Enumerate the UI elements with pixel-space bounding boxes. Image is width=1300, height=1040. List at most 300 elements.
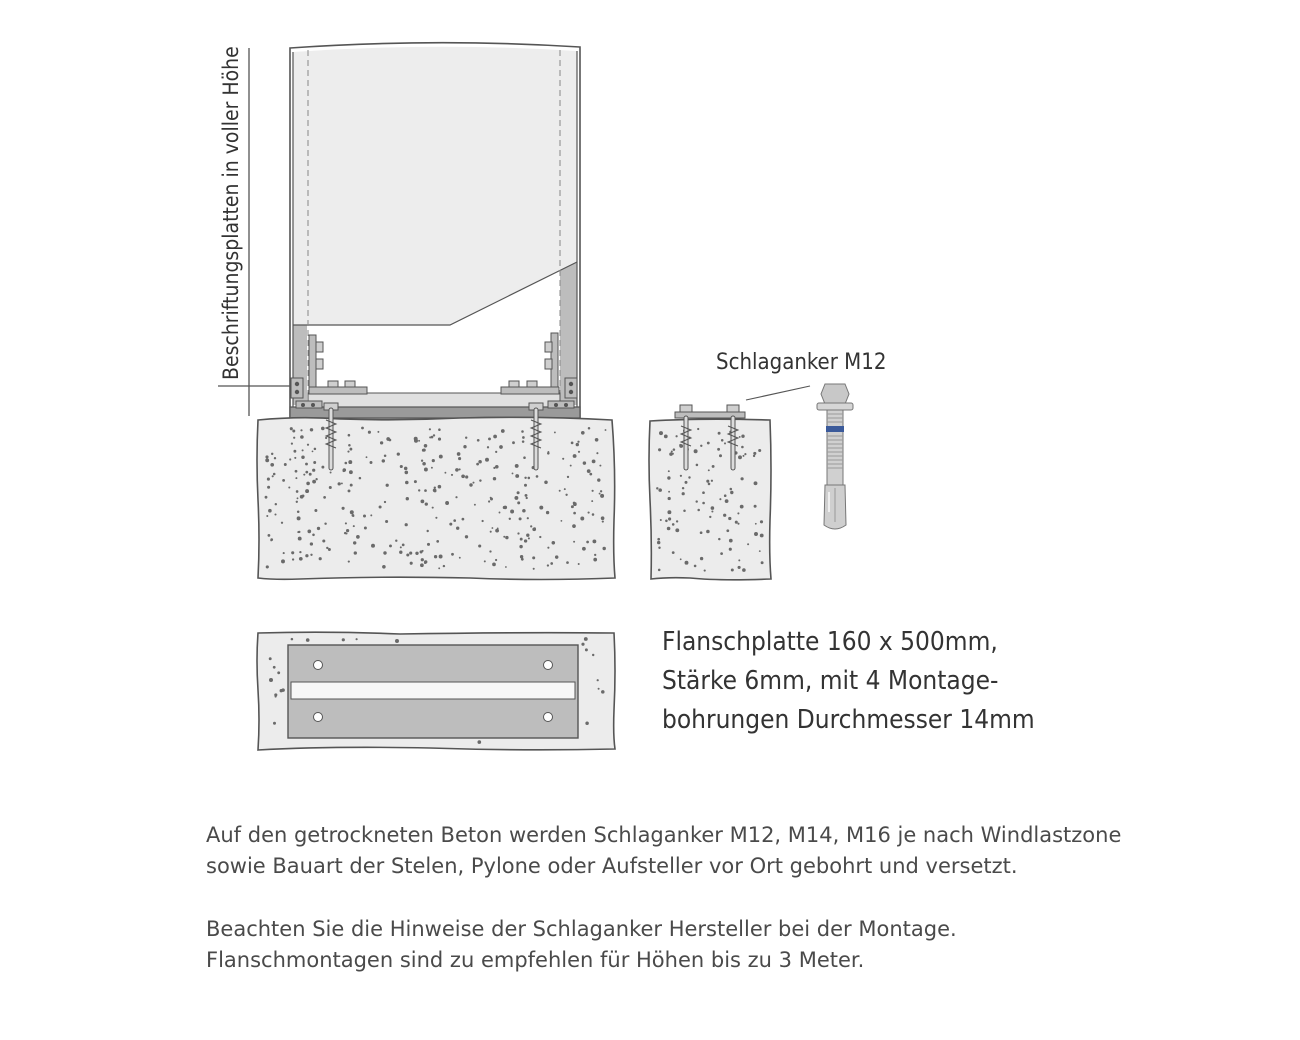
concrete-speckle — [739, 436, 741, 438]
concrete-speckle — [492, 563, 496, 567]
concrete-speckle — [434, 486, 436, 488]
concrete-speckle — [312, 451, 314, 453]
concrete-speckle — [527, 517, 529, 519]
concrete-speckle — [503, 536, 505, 538]
concrete-speckle — [281, 688, 285, 692]
concrete-speckle — [592, 490, 594, 492]
concrete-speckle — [289, 458, 291, 460]
concrete-speckle — [342, 638, 345, 641]
concrete-speckle — [671, 450, 673, 452]
concrete-speckle — [356, 535, 360, 539]
anchor-label: Schlaganker M12 — [716, 350, 887, 375]
concrete-speckle — [270, 463, 274, 467]
concrete-speckle — [711, 506, 715, 510]
concrete-speckle — [478, 544, 481, 547]
concrete-speckle — [265, 496, 268, 499]
concrete-speckle — [382, 459, 385, 462]
concrete-speckle — [547, 452, 550, 455]
concrete-speckle — [658, 488, 662, 492]
concrete-speckle — [673, 448, 676, 451]
concrete-speckle — [268, 534, 271, 537]
concrete-speckle — [436, 540, 439, 543]
concrete-speckle — [293, 450, 296, 453]
concrete-speckle — [274, 513, 276, 515]
concrete-speckle — [479, 479, 481, 481]
concrete-speckle — [292, 430, 295, 433]
concrete-speckle — [520, 538, 523, 541]
concrete-speckle — [420, 563, 424, 567]
concrete-speckle — [656, 487, 658, 489]
concrete-speckle — [402, 544, 405, 547]
concrete-speckle — [550, 562, 553, 565]
concrete-speckle — [297, 510, 300, 513]
concrete-speckle — [322, 539, 325, 542]
concrete-speckle — [517, 501, 520, 504]
concrete-speckle — [700, 445, 702, 447]
concrete-speckle — [449, 523, 452, 526]
concrete-speckle — [755, 523, 757, 525]
concrete-speckle — [565, 494, 567, 496]
concrete-speckle — [465, 437, 467, 439]
concrete-speckle — [723, 514, 726, 517]
concrete-speckle — [383, 551, 386, 554]
sign-panel — [290, 43, 580, 418]
concrete-speckle — [657, 538, 660, 541]
concrete-speckle — [438, 485, 442, 489]
concrete-speckle — [295, 470, 298, 473]
concrete-speckle — [509, 518, 511, 520]
concrete-speckle — [424, 468, 428, 472]
concrete-speckle — [314, 448, 317, 451]
concrete-speckle — [324, 522, 326, 524]
concrete-speckle — [405, 481, 409, 485]
concrete-speckle — [495, 465, 499, 469]
concrete-speckle — [265, 458, 269, 462]
concrete-speckle — [598, 688, 600, 690]
concrete-speckle — [544, 481, 548, 485]
concrete-speckle — [602, 547, 605, 550]
concrete-speckle — [738, 566, 741, 569]
concrete-speckle — [400, 546, 402, 548]
concrete-speckle — [488, 500, 490, 502]
concrete-speckle — [469, 483, 472, 486]
concrete-speckle — [477, 740, 481, 744]
concrete-speckle — [592, 460, 596, 464]
concrete-speckle — [601, 516, 605, 520]
concrete-speckle — [741, 435, 744, 438]
concrete-speckle — [329, 486, 332, 489]
concrete-speckle — [296, 501, 298, 503]
concrete-speckle — [700, 531, 703, 534]
concrete-speckle — [465, 475, 468, 478]
concrete-speckle — [292, 558, 294, 560]
concrete-speckle — [321, 466, 324, 469]
concrete-speckle — [305, 463, 308, 466]
mounting-hole — [544, 661, 553, 670]
concrete-speckle — [491, 527, 493, 529]
concrete-speckle — [667, 476, 670, 479]
concrete-speckle — [685, 561, 689, 565]
concrete-speckle — [668, 497, 671, 500]
concrete-speckle — [434, 489, 437, 492]
concrete-speckle — [347, 451, 349, 453]
concrete-speckle — [696, 500, 698, 502]
concrete-speckle — [573, 541, 575, 543]
concrete-speckle — [676, 520, 678, 522]
note-line: sowie Bauart der Stelen, Pylone oder Aufsteller vor Ort gebohrt und versetzt. — [206, 854, 1018, 878]
concrete-speckle — [583, 461, 586, 464]
concrete-speckle — [379, 505, 382, 508]
concrete-speckle — [477, 439, 480, 442]
concrete-speckle — [554, 431, 556, 433]
concrete-speckle — [300, 435, 304, 439]
concrete-speckle — [300, 429, 302, 431]
concrete-speckle — [370, 461, 373, 464]
concrete-speckle — [683, 510, 686, 513]
concrete-speckle — [282, 479, 285, 482]
concrete-speckle — [455, 468, 459, 472]
vertical-height-label: Beschriftungsplatten in voller Höhe — [219, 46, 243, 380]
concrete-speckle — [730, 491, 733, 494]
concrete-speckle — [532, 527, 536, 531]
concrete-speckle — [571, 442, 574, 445]
concrete-speckle — [528, 477, 531, 480]
concrete-speckle — [532, 556, 535, 559]
concrete-speckle — [465, 535, 468, 538]
concrete-speckle — [451, 553, 454, 556]
concrete-speckle — [657, 541, 660, 544]
concrete-speckle — [594, 554, 596, 556]
concrete-speckle — [299, 557, 303, 561]
concrete-speckle — [312, 469, 315, 472]
concrete-speckle — [720, 552, 723, 555]
concrete-speckle — [345, 522, 347, 524]
concrete-speckle — [672, 551, 675, 554]
concrete-speckle — [461, 474, 465, 478]
concrete-speckle — [581, 643, 584, 646]
concrete-speckle — [439, 455, 443, 459]
concrete-speckle — [760, 534, 764, 538]
concrete-speckle — [487, 446, 489, 448]
concrete-speckle — [753, 455, 755, 457]
concrete-speckle — [406, 553, 409, 556]
concrete-speckle — [301, 455, 304, 458]
flange-plate-top-view — [288, 645, 578, 738]
concrete-speckle — [354, 551, 357, 554]
concrete-speckle — [490, 498, 493, 501]
concrete-speckle — [517, 532, 519, 534]
concrete-speckle — [305, 471, 308, 474]
concrete-speckle — [400, 465, 403, 468]
concrete-speckle — [314, 509, 317, 512]
concrete-speckle — [439, 555, 443, 559]
concrete-speckle — [315, 478, 317, 480]
concrete-speckle — [675, 528, 679, 532]
spec-line-2: Stärke 6mm, mit 4 Montage- — [662, 666, 999, 696]
concrete-speckle — [505, 536, 508, 539]
concrete-speckle — [406, 497, 409, 500]
concrete-speckle — [273, 666, 276, 669]
concrete-speckle — [424, 444, 428, 448]
concrete-speckle — [478, 460, 482, 464]
concrete-speckle — [330, 472, 332, 474]
concrete-speckle — [726, 529, 729, 532]
concrete-speckle — [418, 489, 420, 491]
concrete-speckle — [667, 510, 671, 514]
concrete-speckle — [696, 464, 699, 467]
concrete-speckle — [456, 527, 459, 530]
concrete-speckle — [410, 562, 413, 565]
concrete-speckle — [459, 468, 461, 470]
concrete-speckle — [559, 490, 561, 492]
concrete-speckle — [589, 473, 592, 476]
concrete-speckle — [555, 555, 558, 558]
concrete-speckle — [397, 452, 400, 455]
concrete-speckle — [438, 567, 440, 569]
concrete-speckle — [438, 438, 441, 441]
concrete-speckle — [305, 554, 308, 557]
concrete-speckle — [433, 434, 435, 436]
concrete-speckle — [295, 477, 297, 479]
concrete-speckle — [682, 492, 685, 495]
concrete-speckle — [524, 477, 526, 479]
installation-notes — [206, 820, 1266, 976]
concrete-speckle — [680, 558, 682, 560]
concrete-speckle — [432, 507, 434, 509]
concrete-speckle — [389, 544, 392, 547]
concrete-speckle — [409, 552, 412, 555]
concrete-speckle — [484, 560, 486, 562]
concrete-speckle — [272, 475, 274, 477]
concrete-speckle — [291, 638, 294, 641]
concrete-speckle — [313, 461, 316, 464]
mounting-hole — [314, 713, 323, 722]
concrete-speckle — [266, 565, 269, 568]
concrete-speckle — [458, 457, 461, 460]
concrete-speckle — [303, 474, 305, 476]
concrete-speckle — [307, 530, 311, 534]
concrete-speckle — [706, 480, 709, 483]
concrete-speckle — [386, 484, 389, 487]
concrete-speckle — [342, 469, 345, 472]
concrete-speckle — [366, 456, 368, 458]
concrete-speckle — [291, 443, 293, 445]
concrete-speckle — [562, 458, 564, 460]
concrete-speckle — [349, 448, 352, 451]
concrete-speckle — [389, 439, 392, 442]
concrete-speckle — [297, 497, 299, 499]
concrete-speckle — [489, 550, 491, 552]
concrete-speckle — [341, 482, 343, 484]
concrete-speckle — [697, 428, 699, 430]
concrete-speckle — [675, 435, 677, 437]
concrete-speckle — [323, 496, 326, 499]
concrete-speckle — [758, 449, 761, 452]
concrete-speckle — [515, 464, 519, 468]
concrete-speckle — [566, 561, 569, 564]
concrete-speckle — [312, 534, 315, 537]
concrete-speckle — [438, 428, 441, 431]
concrete-speckle — [349, 470, 353, 474]
concrete-speckle — [445, 501, 449, 505]
concrete-speckle — [361, 427, 364, 430]
concrete-speckle — [668, 491, 670, 493]
concrete-speckle — [588, 427, 591, 430]
concrete-speckle — [519, 545, 522, 548]
concrete-speckle — [353, 525, 355, 527]
note-line: Auf den getrockneten Beton werden Schlaganker M12, M14, M16 je nach Windlastzone — [206, 823, 1122, 847]
concrete-speckle — [302, 449, 304, 451]
concrete-speckle — [424, 489, 427, 492]
concrete-speckle — [665, 520, 668, 523]
concrete-speckle — [429, 428, 431, 430]
concrete-speckle — [741, 477, 744, 480]
concrete-speckle — [592, 539, 596, 543]
concrete-speckle — [528, 537, 530, 539]
concrete-speckle — [573, 512, 576, 515]
concrete-speckle — [737, 512, 739, 514]
concrete-speckle — [348, 434, 351, 437]
concrete-speckle — [600, 490, 602, 492]
concrete-speckle — [310, 554, 312, 556]
concrete-speckle — [588, 512, 590, 514]
concrete-speckle — [742, 568, 746, 572]
concrete-speckle — [348, 561, 350, 563]
concrete-speckle — [586, 541, 589, 544]
concrete-speckle — [283, 552, 285, 554]
concrete-speckle — [729, 548, 732, 551]
concrete-speckle — [281, 559, 285, 563]
concrete-speckle — [572, 524, 576, 528]
concrete-speckle — [296, 490, 299, 493]
concrete-speckle — [682, 487, 684, 489]
concrete-speckle — [697, 509, 700, 512]
concrete-speckle — [353, 541, 356, 544]
concrete-speckle — [524, 539, 527, 542]
concrete-speckle — [266, 515, 268, 517]
concrete-speckle — [275, 503, 277, 505]
concrete-foundation-small — [649, 419, 771, 580]
concrete-speckle — [306, 482, 310, 486]
concrete-speckle — [432, 459, 435, 462]
concrete-speckle — [288, 486, 290, 488]
concrete-speckle — [319, 557, 322, 560]
concrete-speckle — [706, 530, 710, 534]
concrete-speckle — [708, 469, 710, 471]
concrete-speckle — [455, 496, 457, 498]
concrete-speckle — [592, 513, 595, 516]
concrete-speckle — [738, 455, 742, 459]
concrete-speckle — [385, 520, 388, 523]
concrete-speckle — [573, 502, 577, 506]
concrete-speckle — [338, 482, 341, 485]
concrete-speckle — [737, 523, 739, 525]
concrete-speckle — [267, 478, 270, 481]
concrete-speckle — [435, 517, 437, 519]
concrete-speckle — [490, 531, 492, 533]
concrete-speckle — [728, 517, 731, 520]
concrete-speckle — [298, 531, 300, 533]
concrete-speckle — [679, 444, 683, 448]
concrete-speckle — [346, 529, 349, 532]
concrete-speckle — [707, 442, 710, 445]
concrete-speckle — [348, 460, 352, 464]
note-line: Beachten Sie die Hinweise der Schlaganker Hersteller bei der Montage. — [206, 917, 957, 941]
concrete-speckle — [371, 544, 375, 548]
concrete-speckle — [517, 491, 520, 494]
concrete-speckle — [581, 431, 585, 435]
concrete-speckle — [525, 494, 528, 497]
concrete-speckle — [738, 559, 740, 561]
concrete-speckle — [377, 431, 379, 433]
concrete-speckle — [368, 431, 371, 434]
concrete-speckle — [495, 529, 499, 533]
concrete-speckle — [503, 506, 506, 509]
concrete-speckle — [546, 511, 549, 514]
concrete-speckle — [597, 679, 599, 681]
concrete-speckle — [754, 532, 758, 536]
concrete-speckle — [547, 547, 549, 549]
concrete-speckle — [578, 451, 580, 453]
concrete-speckle — [317, 527, 320, 530]
concrete-speckle — [587, 469, 591, 473]
concrete-speckle — [747, 543, 749, 545]
concrete-speckle — [659, 431, 663, 435]
concrete-speckle — [658, 448, 661, 451]
concrete-speckle — [571, 505, 574, 508]
concrete-speckle — [515, 474, 519, 478]
concrete-speckle — [718, 432, 721, 435]
concrete-speckle — [585, 722, 589, 726]
concrete-speckle — [291, 551, 294, 554]
concrete-speckle — [493, 477, 496, 480]
concrete-speckle — [533, 568, 535, 570]
concrete-speckle — [382, 565, 386, 569]
concrete-speckle — [717, 448, 720, 451]
concrete-speckle — [512, 441, 515, 444]
concrete-speckle — [668, 470, 670, 472]
concrete-speckle — [495, 451, 497, 453]
concrete-speckle — [414, 480, 417, 483]
concrete-speckle — [422, 550, 424, 552]
concrete-speckle — [363, 515, 366, 518]
concrete-speckle — [427, 530, 429, 532]
concrete-speckle — [281, 522, 283, 524]
concrete-speckle — [415, 552, 418, 555]
concrete-speckle — [536, 475, 539, 478]
concrete-speckle — [499, 512, 501, 514]
concrete-speckle — [309, 473, 312, 476]
concrete-speckle — [352, 515, 354, 517]
concrete-speckle — [711, 480, 713, 482]
concrete-speckle — [522, 440, 525, 443]
concrete-speckle — [321, 427, 325, 431]
concrete-speckle — [459, 557, 461, 559]
concrete-speckle — [597, 478, 600, 481]
concrete-speckle — [702, 502, 705, 505]
concrete-speckle — [664, 435, 668, 439]
concrete-speckle — [601, 690, 605, 694]
concrete-speckle — [730, 488, 733, 491]
concrete-speckle — [570, 465, 572, 467]
concrete-speckle — [495, 559, 497, 561]
concrete-speckle — [573, 454, 577, 458]
concrete-speckle — [521, 430, 524, 433]
concrete-speckle — [672, 523, 675, 526]
mounting-hole — [314, 661, 323, 670]
concrete-speckle — [443, 565, 445, 567]
concrete-speckle — [725, 499, 729, 503]
